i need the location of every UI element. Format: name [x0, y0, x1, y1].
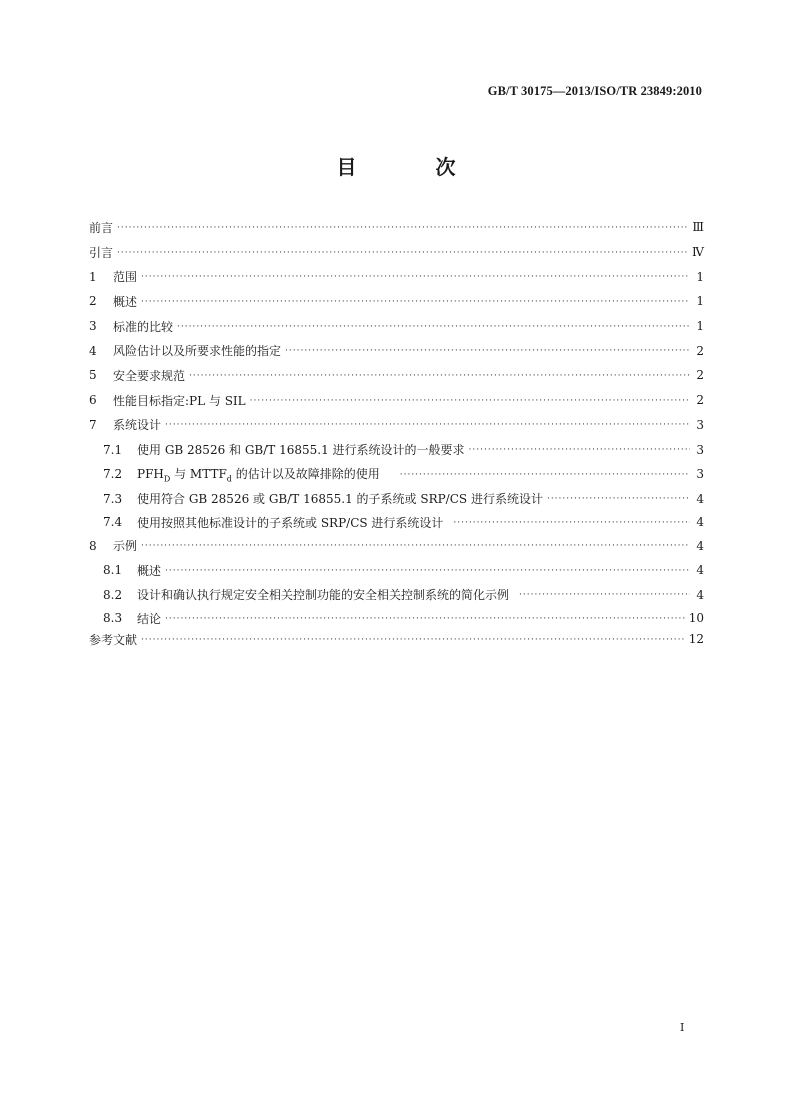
toc-entry-title	[137, 465, 380, 483]
standard-code-header: GB/T 30175—2013/ISO/TR 23849:2010	[487, 84, 702, 98]
toc-entry-number: 8.2	[103, 587, 123, 602]
toc-entry-title: 使用符合 GB 28526 或 GB/T 16855.1 的子系统或 SRP/CS 进行系统设计	[137, 492, 543, 507]
toc-entry-number: 3	[89, 319, 97, 334]
toc-entry-page: 3	[696, 417, 704, 432]
toc-entry-number: 7.2	[103, 467, 123, 482]
toc-entry-page: 1	[696, 269, 704, 284]
toc-entry-4[interactable]	[89, 338, 704, 363]
toc-leader-dots	[519, 591, 690, 600]
toc-entry-8-2[interactable]	[89, 583, 704, 608]
toc-entry-number: 7	[89, 417, 97, 432]
toc-entry-page: 2	[696, 343, 704, 358]
toc-entry-7-2[interactable]	[89, 462, 704, 487]
toc-leader-dots	[141, 298, 690, 307]
toc-entry-title: 风险估计以及所要求性能的指定	[113, 344, 282, 359]
toc-entry-title: 系统设计	[113, 418, 162, 433]
toc-entry-title: 示例	[113, 539, 138, 554]
toc-entry-page: 4	[696, 491, 704, 506]
toc-entry-title: 引言	[89, 245, 114, 260]
toc-entry-title: 概述	[137, 563, 162, 578]
title-remainder: 的估计以及故障排除的使用	[231, 467, 380, 482]
toc-entry-title: 使用按照其他标准设计的子系统或 SRP/CS 进行系统设计	[137, 515, 444, 530]
toc-leader-dots	[250, 397, 690, 406]
toc-entry-page: Ⅳ	[692, 245, 704, 260]
toc-entry-8[interactable]	[89, 533, 704, 558]
toc-entry-number: 1	[89, 269, 97, 284]
toc-leader-dots	[453, 519, 690, 528]
page-title: 目 次	[336, 155, 492, 179]
toc-entry-3[interactable]	[89, 314, 704, 339]
toc-leader-dots	[400, 471, 690, 480]
mttf-text: 与 MTTF	[170, 467, 227, 482]
toc-entry-page: 2	[696, 368, 704, 383]
toc-entry-title: 设计和确认执行规定安全相关控制功能的安全相关控制系统的简化示例	[137, 588, 510, 603]
toc-entry-bibliography[interactable]	[89, 629, 704, 649]
toc-leader-dots	[141, 636, 685, 645]
toc-entry-page: 4	[696, 515, 704, 530]
toc-leader-dots	[141, 542, 690, 551]
toc-entry-number: 8.1	[103, 563, 123, 578]
toc-entry-title: 使用 GB 28526 和 GB/T 16855.1 进行系统设计的一般要求	[137, 443, 465, 458]
toc-entry-1[interactable]	[89, 264, 704, 289]
toc-leader-dots	[469, 446, 690, 455]
toc-entry-title: 范围	[113, 270, 138, 285]
toc-leader-dots	[165, 567, 690, 576]
toc-entry-8-1[interactable]	[89, 558, 704, 583]
toc-entry-page: 10	[688, 611, 704, 626]
toc-entry-number: 7.4	[103, 515, 123, 530]
toc-entry-page: 1	[696, 319, 704, 334]
toc-entry-page: 3	[696, 467, 704, 482]
toc-leader-dots	[141, 273, 690, 282]
toc-entry-title: 安全要求规范	[113, 368, 186, 383]
toc-entry-page: 3	[696, 442, 704, 457]
toc-entry-number: 2	[89, 294, 97, 309]
toc-entry-page: 4	[696, 563, 704, 578]
toc-entry-number: 5	[89, 368, 97, 383]
toc-entry-6[interactable]	[89, 388, 704, 413]
toc-entry-title: 标准的比较	[113, 319, 174, 334]
toc-entry-foreword[interactable]	[89, 215, 704, 240]
toc-entry-number: 6	[89, 393, 97, 408]
toc-entry-title: 性能目标指定:PL 与 SIL	[113, 393, 246, 408]
toc-entry-page: 2	[696, 393, 704, 408]
toc-leader-dots	[189, 372, 690, 381]
toc-leader-dots	[285, 347, 690, 356]
mttf-subscript: d	[226, 474, 232, 484]
toc-entry-page: 4	[696, 587, 704, 602]
toc-entry-title: 前言	[89, 220, 114, 235]
toc-entry-title: 结论	[137, 611, 162, 626]
toc-leader-dots	[547, 495, 690, 504]
table-of-contents	[89, 215, 704, 649]
toc-entry-page: Ⅲ	[692, 220, 704, 235]
toc-leader-dots	[165, 421, 690, 430]
toc-entry-number: 7.1	[103, 442, 123, 457]
pfh-text: PFH	[137, 467, 164, 482]
toc-entry-7-1[interactable]	[89, 437, 704, 462]
toc-entry-7-4[interactable]	[89, 511, 704, 533]
toc-entry-7-3[interactable]	[89, 487, 704, 512]
toc-entry-5[interactable]	[89, 363, 704, 388]
toc-leader-dots	[117, 249, 688, 258]
toc-entry-title: 参考文献	[89, 632, 138, 647]
toc-entry-number: 8.3	[103, 611, 123, 626]
toc-entry-page: 4	[696, 538, 704, 553]
toc-entry-title: 概述	[113, 294, 138, 309]
toc-entry-page: 1	[696, 294, 704, 309]
toc-entry-7[interactable]	[89, 413, 704, 438]
toc-entry-2[interactable]	[89, 289, 704, 314]
toc-entry-introduction[interactable]	[89, 240, 704, 265]
page-number: I	[680, 1021, 685, 1034]
toc-leader-dots	[117, 224, 688, 233]
pfh-subscript: D	[163, 474, 171, 484]
toc-leader-dots	[165, 615, 685, 624]
toc-entry-8-3[interactable]	[89, 607, 704, 629]
toc-entry-number: 7.3	[103, 491, 123, 506]
toc-entry-number: 4	[89, 343, 97, 358]
toc-entry-page: 12	[688, 632, 704, 647]
toc-entry-number: 8	[89, 538, 97, 553]
toc-leader-dots	[177, 323, 690, 332]
